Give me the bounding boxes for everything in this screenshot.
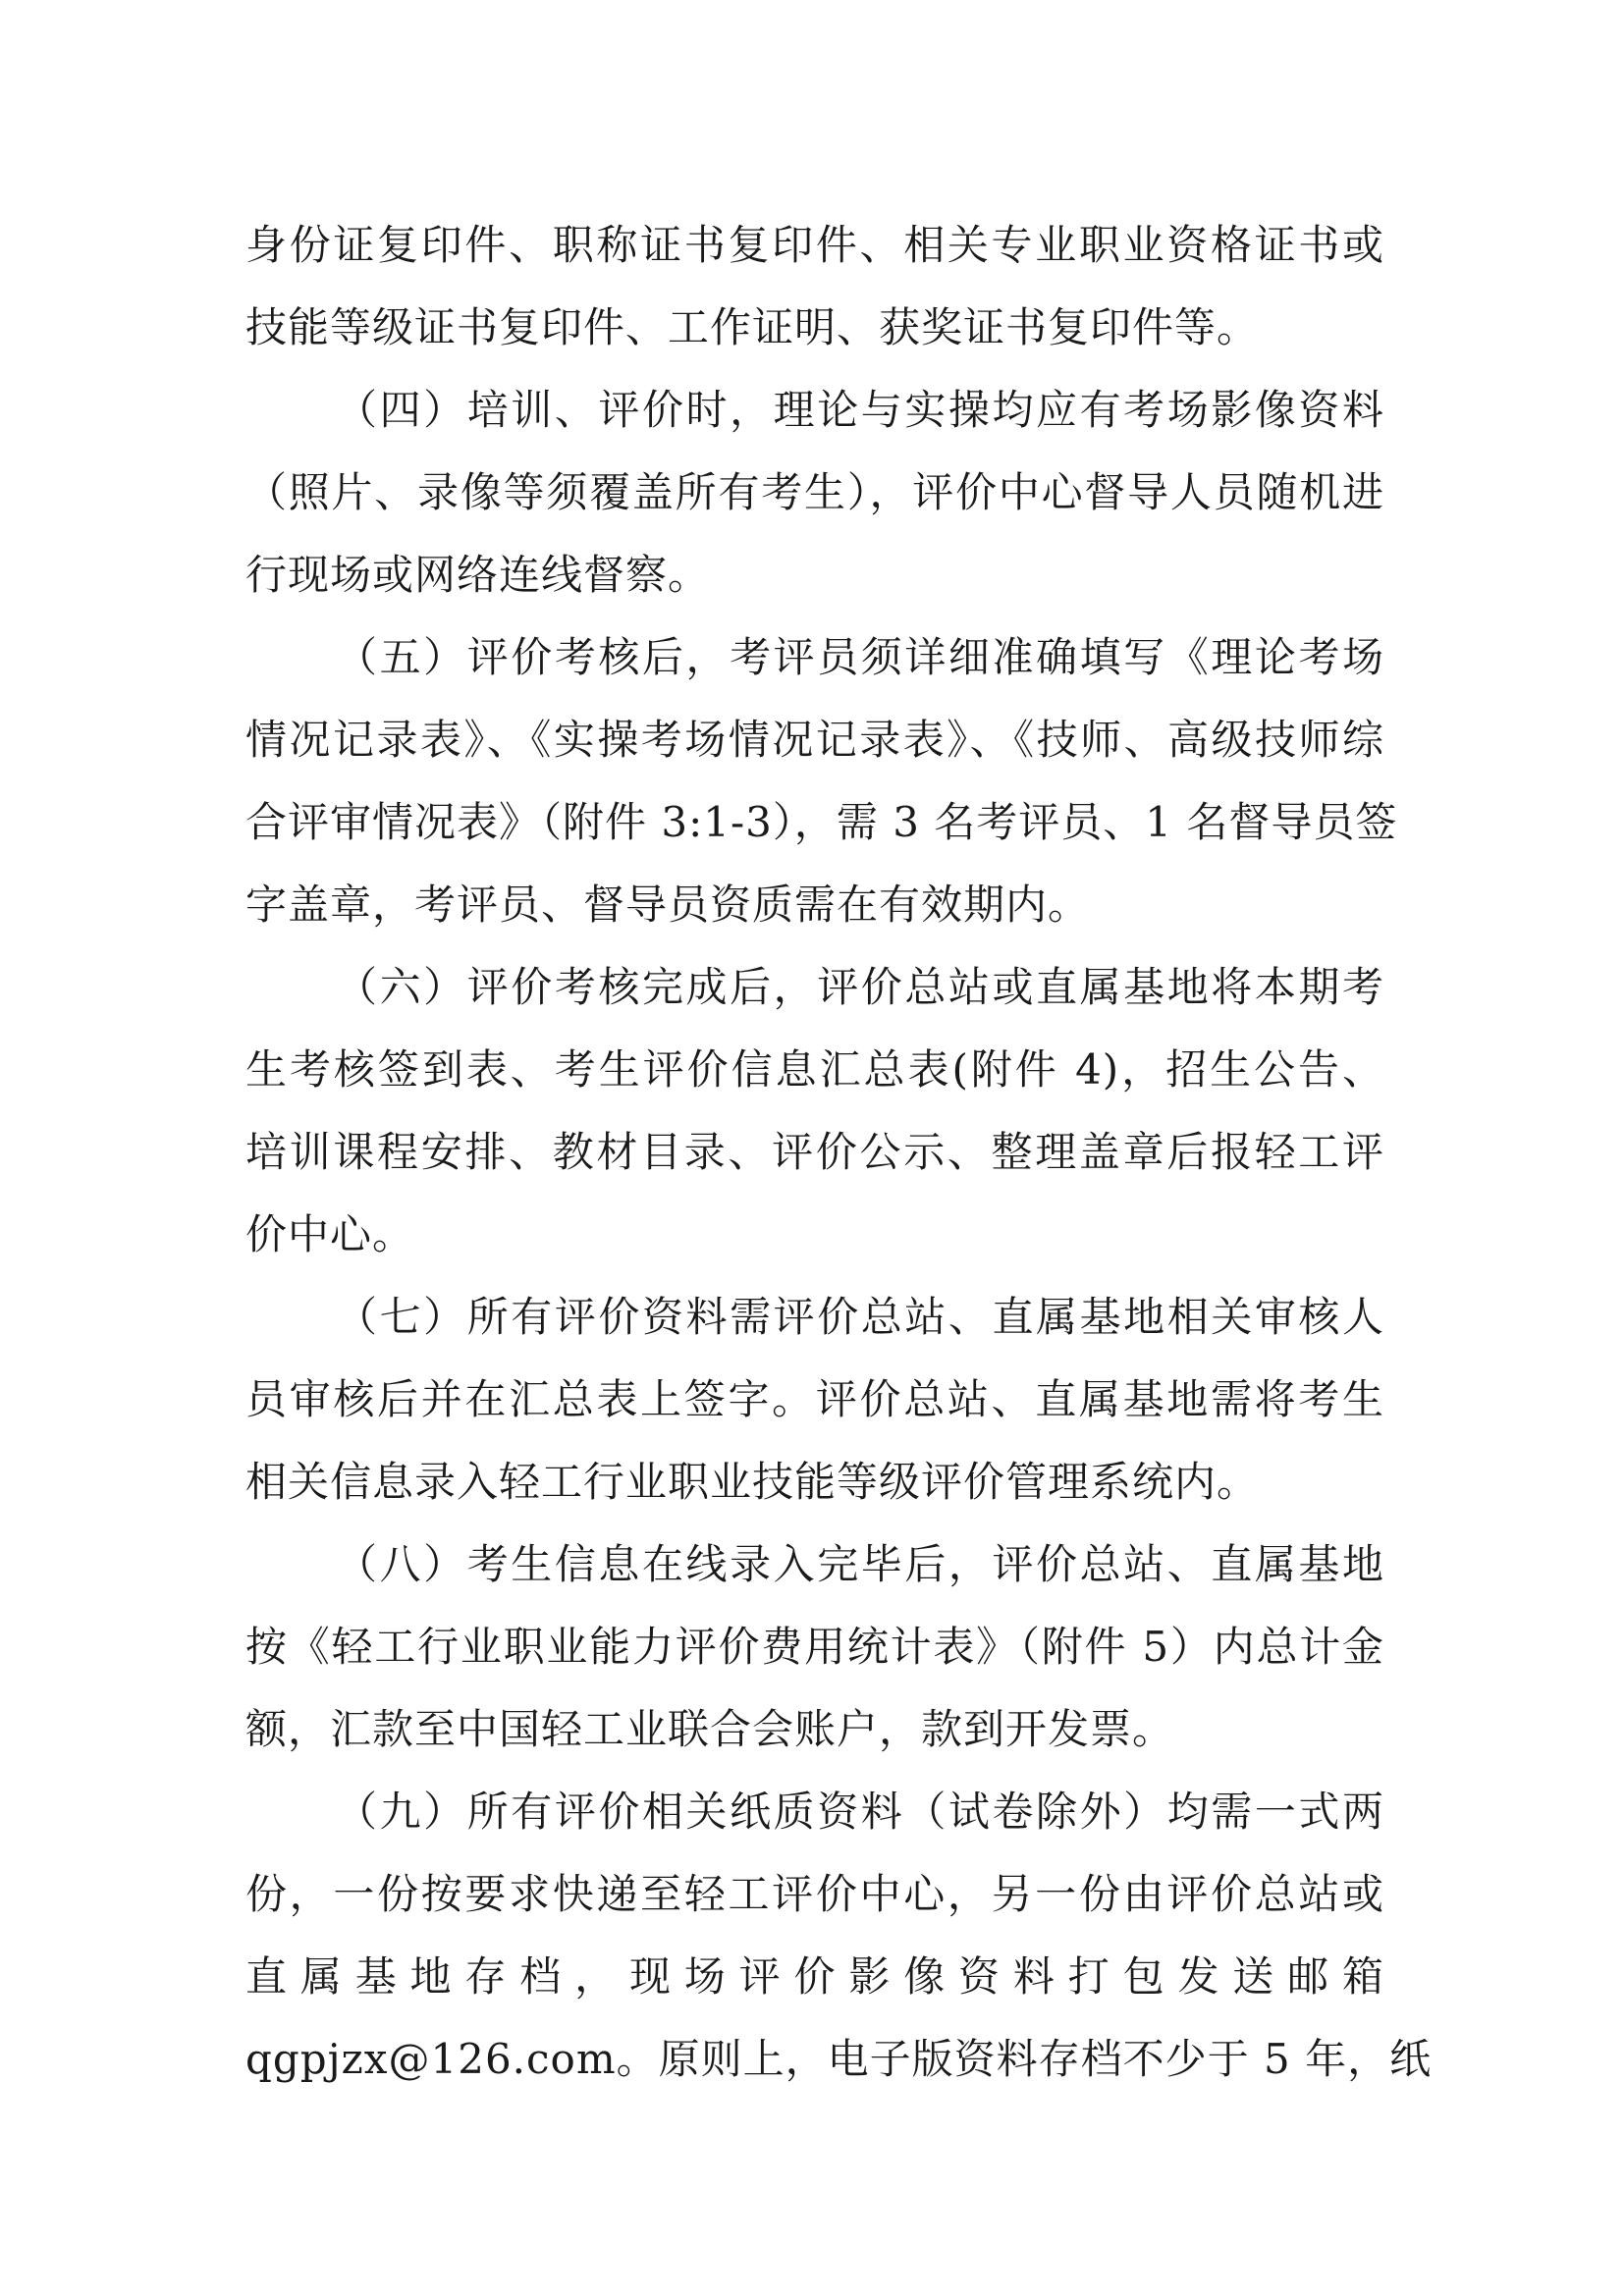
text-line: 额，汇款至中国轻工业联合会账户，款到开发票。 [245,1705,1175,1753]
paragraph-item-9 [245,1771,1433,2101]
text-line: 生考核签到表、考生评价信息汇总表(附件 4)，招生公告、 [245,1045,1384,1094]
text-line: （九）所有评价相关纸质资料（试卷除外）均需一式两 [336,1788,1384,1836]
text-line: （四）培训、评价时，理论与实操均应有考场影像资料 [336,386,1384,434]
text-line: 情况记录表》、《实操考场情况记录表》、《技师、高级技师综 [245,716,1384,764]
text-line: 直属基地存档，现场评价影像资料打包发送邮箱 [245,1952,1384,2001]
text-line: （五）评价考核后，考评员须详细准确填写《理论考场 [336,633,1384,681]
document-page [245,204,1433,2101]
text-line: 份，一份按要求快递至轻工评价中心，另一份由评价总站或 [245,1870,1384,1918]
text-line: 培训课程安排、教材目录、评价公示、整理盖章后报轻工评 [245,1128,1384,1176]
text-line: 相关信息录入轻工行业职业技能等级评价管理系统内。 [245,1458,1260,1506]
text-line: 行现场或网络连线督察。 [245,551,711,599]
text-line: 合评审情况表》（附件 3:1-3），需 3 名考评员、1 名督导员签 [245,798,1398,846]
paragraph-item-8 [245,1523,1384,1771]
text-line: 字盖章，考评员、督导员资质需在有效期内。 [245,881,1091,929]
text-line: 技能等级证书复印件、工作证明、获奖证书复印件等。 [245,303,1260,351]
text-line: 按《轻工行业职业能力评价费用统计表》（附件 5）内总计金 [245,1623,1384,1671]
text-line: qgpjzx@126.com。原则上，电子版资料存档不少于 5 年，纸 [245,2035,1433,2083]
paragraph-item-6 [245,946,1384,1276]
text-line: 员审核后并在汇总表上签字。评价总站、直属基地需将考生 [245,1375,1384,1423]
text-line: （八）考生信息在线录入完毕后，评价总站、直属基地 [336,1540,1384,1588]
paragraph-item-5 [245,616,1398,946]
paragraph-item-7 [245,1276,1384,1523]
text-line: （七）所有评价资料需评价总站、直属基地相关审核人 [336,1293,1384,1341]
text-line: （六）评价考核完成后，评价总站或直属基地将本期考 [336,963,1384,1011]
text-line: 价中心。 [245,1210,415,1258]
text-line: （照片、录像等须覆盖所有考生），评价中心督导人员随机进 [245,468,1384,516]
text-line: 身份证复印件、职称证书复印件、相关专业职业资格证书或 [245,221,1384,269]
paragraph-continued [245,204,1384,369]
paragraph-item-4 [245,369,1384,616]
